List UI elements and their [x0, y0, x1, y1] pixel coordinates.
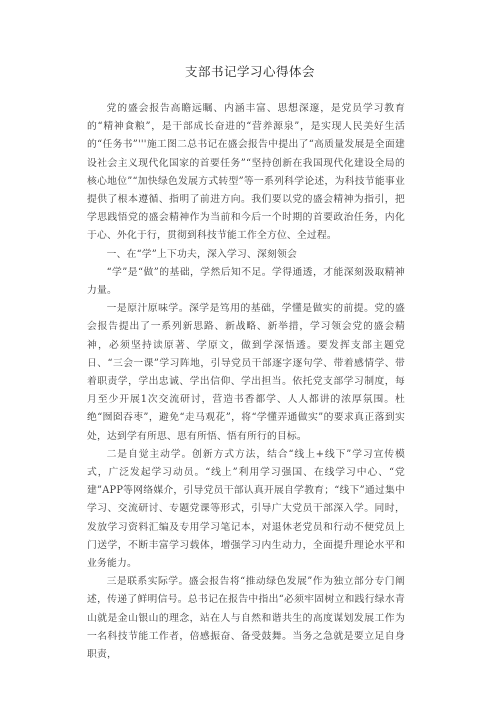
- paragraph-point-1: 一是原汁原味学。深学是笃用的基础，学懂是做实的前提。党的盛会报告提出了一系列新思路、新战略、新举措，学习领会党的盛会精神，必须坚持读原著、学原文，做到学深悟透。要发挥支部主题党日、“三会一课”学习阵地，引导党员干部逐字逐句学、带着感情学、带着职责学，学出忠诚、学出信仰、学出担当。依托党支部学习制度，每月至少开展1次交流研讨，营造书香都学、人人都讲的浓厚氛围。杜绝“囫囵吞枣”，避免“走马观花”，将“学懂弄通做实”的要求真正落到实处，达到学有所思、思有所悟、悟有所行的目标。: [87, 303, 405, 442]
- paragraph-point-2: 二是自觉主动学。创新方式方法，结合“线上+线下”学习宣传模式，广泛发起学习动员。“线上”利用学习强国、在线学习中心、“党建”APP等网络媒介，引导党员干部认真开展自学教育；“线下”通过集中学习、交流研讨、专题党课等形式，引导广大党员干部深入学。同时，发放学习资料汇编及专用学习笔记本，对退休老党员和行动不便党员上门送学，不断丰富学习载体，增强学习内生动力，全面提升理论水平和业务能力。: [87, 448, 405, 570]
- document-body: [87, 100, 405, 664]
- section-heading-1: 一、在“学”上下功夫，深入学习、深刻领会: [106, 248, 297, 260]
- paragraph-intro: 党的盛会报告高瞻远瞩、内涵丰富、思想深邃，是党员学习教育的“精神食粮”，是干部成长奋进的“营养源泉”，是实现人民美好生活的“任务书”'''施工图二总书记在盛会报告中提出了“高质量发展是全面建设社会主义现代化国家的首要任务”“坚持创新在我国现代化建设全局的核心地位”“加快绿色发展方式转型”等一系列科学论述，为科技节能事业提供了根本遵循、指明了前进方向。我们要以党的盛会精神为指引，把学思践悟党的盛会精神作为当前和今后一个时期的首要政治任务，内化于心、外化于行，贯彻到科技节能工作全方位、全过程。: [87, 103, 405, 242]
- paragraph-point-3: 三是联系实际学。盛会报告将“推动绿色发展”作为独立部分专门阐述，传递了鲜明信号。总书记在报告中指出“必须牢固树立和践行绿水青山就是金山银山的理念，站在人与自然和谐共生的高度谋划发展工作为一名科技节能工作者，倍感振奋、备受鼓舞。当务之急就是要立足自身职责，: [87, 576, 405, 661]
- page-title: 支部书记学习心得体会: [184, 64, 315, 79]
- paragraph-learning-basis: “学”是“做”的基础，学然后知不足。学得通透，才能深刻汲取精神力量。: [87, 266, 405, 297]
